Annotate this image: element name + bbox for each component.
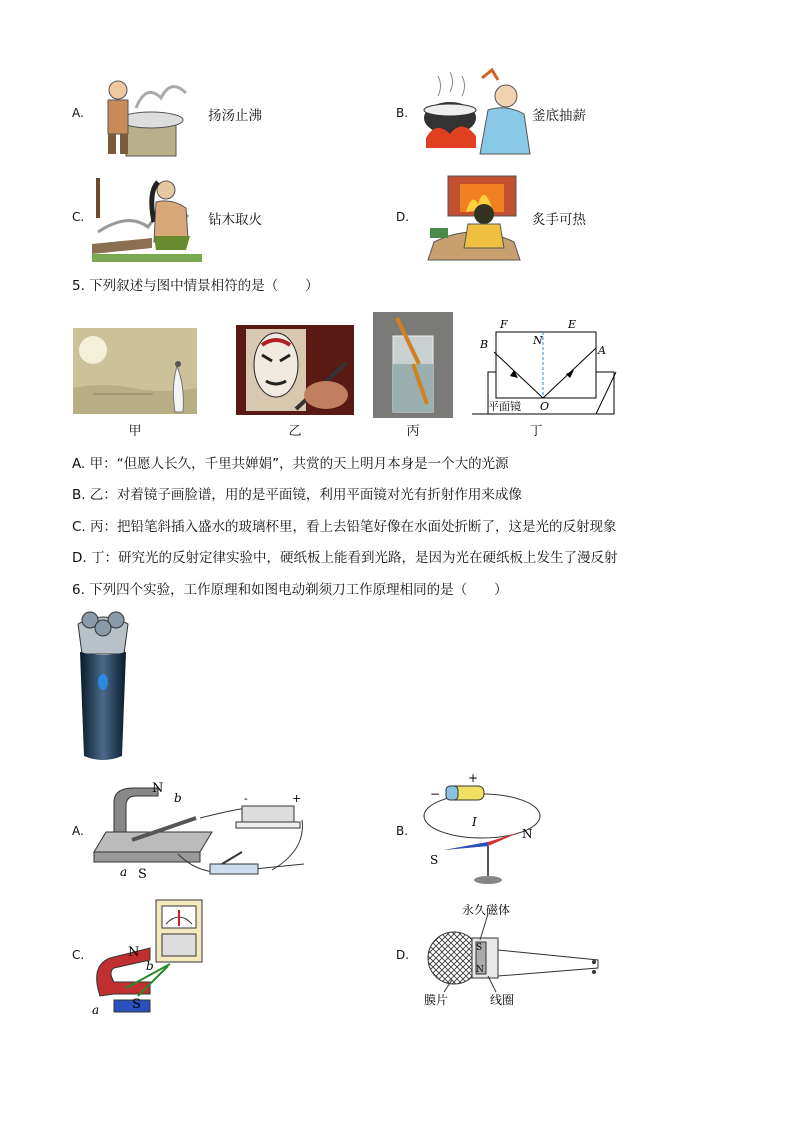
caption-jia: 甲 xyxy=(128,424,142,439)
option-label: 钻木取火 xyxy=(208,212,262,228)
q6-option-a-letter: A. xyxy=(72,824,84,838)
label-b: b xyxy=(146,959,154,973)
label-n: N xyxy=(128,945,140,960)
face-painting-image xyxy=(236,325,354,415)
moon-scene-image xyxy=(73,328,197,414)
option-label: 釜底抽薪 xyxy=(532,108,586,124)
option-label: 炙手可热 xyxy=(532,212,586,228)
reflection-law-diagram xyxy=(470,314,618,418)
option-letter: A. xyxy=(72,106,84,120)
label-b: b xyxy=(174,791,182,805)
warming-hands-illustration xyxy=(424,172,530,262)
label-e: E xyxy=(568,318,577,331)
label-magnet: 永久磁体 xyxy=(462,903,511,917)
q5-option-c: C. 丙：把铅笔斜插入盛水的玻璃杯里，看上去铅笔好像在水面处折断了，这是光的反射现象 xyxy=(72,519,617,535)
label-n: N xyxy=(522,827,533,841)
option-label: 扬汤止沸 xyxy=(208,108,262,124)
label-minus: - xyxy=(244,792,248,805)
label-s: S xyxy=(138,867,147,880)
label-a: a xyxy=(92,1003,100,1016)
q6-option-c-letter: C. xyxy=(72,948,85,962)
label-coil: 线圈 xyxy=(490,993,515,1007)
label-s: S xyxy=(476,943,483,953)
boiling-soup-illustration xyxy=(96,68,208,160)
caption-yi: 乙 xyxy=(288,424,302,439)
option-letter: D. xyxy=(396,210,410,224)
microphone-diagram xyxy=(418,898,600,1010)
option-letter: C. xyxy=(72,210,85,224)
label-membrane: 膜片 xyxy=(424,993,449,1007)
label-b: B xyxy=(480,338,489,351)
label-f: F xyxy=(500,318,508,331)
label-mirror: 平面镜 xyxy=(488,400,521,413)
pot-fire-illustration xyxy=(418,66,532,160)
question-5-stem: 5. 下列叙述与图中情景相符的是（ ） xyxy=(72,278,319,294)
galvanometer-induction-diagram xyxy=(90,896,214,1016)
label-n: N xyxy=(152,781,164,796)
label-i: I xyxy=(472,815,477,829)
pencil-in-water-image xyxy=(373,312,453,418)
label-a: A xyxy=(598,344,606,357)
oersted-experiment-diagram xyxy=(416,772,556,888)
label-o: O xyxy=(540,400,550,413)
label-plus: + xyxy=(292,792,302,805)
q6-option-d-letter: D. xyxy=(396,948,410,962)
label-n: N xyxy=(533,334,543,347)
drilling-wood-illustration xyxy=(92,172,208,264)
q5-option-a: A. 甲：“但愿人长久，千里共婵娟”，共赏的天上明月本身是一个大的光源 xyxy=(72,456,509,472)
electric-shaver-image xyxy=(70,606,136,762)
caption-bing: 丙 xyxy=(406,424,420,439)
q5-option-d: D. 丁：研究光的反射定律实验中，硬纸板上能看到光路，是因为光在硬纸板上发生了漫反射 xyxy=(72,550,618,566)
q5-option-b: B. 乙：对着镜子画脸谱，用的是平面镜，利用平面镜对光有折射作用来成像 xyxy=(72,487,522,503)
caption-ding: 丁 xyxy=(529,424,543,439)
option-letter: B. xyxy=(396,106,409,120)
label-n: N xyxy=(476,965,484,975)
question-6-stem: 6. 下列四个实验，工作原理和如图电动剃须刀工作原理相同的是（ ） xyxy=(72,582,508,598)
label-s: S xyxy=(132,997,141,1012)
q6-option-b-letter: B. xyxy=(396,824,409,838)
label-s: S xyxy=(430,853,439,867)
label-plus: + xyxy=(468,772,479,785)
label-minus: − xyxy=(430,787,441,801)
label-a: a xyxy=(120,865,128,879)
circuit-magnet-switch-diagram xyxy=(92,780,310,880)
